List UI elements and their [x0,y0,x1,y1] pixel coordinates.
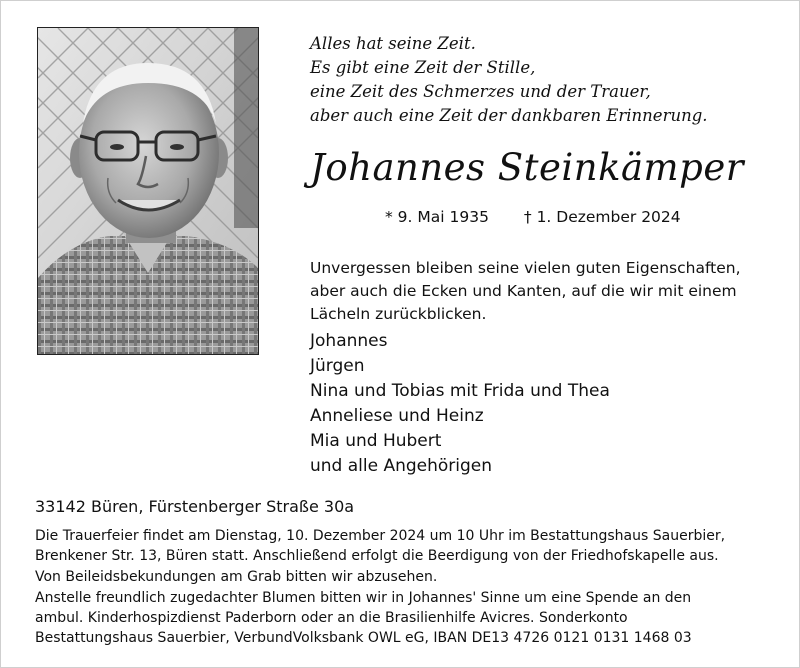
poem-line: Alles hat seine Zeit. [310,34,476,53]
mourner: Jürgen [310,356,365,376]
condolences-line: Von Beileidsbekundungen am Grab bitten wir abzusehen. [35,569,438,585]
tribute-line: Lächeln zurückblicken. [310,305,487,323]
donation-line: Anstelle freundlich zugedachter Blumen bitten wir in Johannes' Sinne um eine Spende an den [35,590,692,606]
mourner: Johannes [310,331,388,351]
birth-date: * 9. Mai 1935 [385,208,489,226]
life-dates [385,208,681,226]
mourner: Mia und Hubert [310,431,442,451]
tribute-line: aber auch die Ecken und Kanten, auf die wir mit einem [310,282,737,300]
funeral-line: Die Trauerfeier findet am Dienstag, 10. Dezember 2024 um 10 Uhr im Bestattungshaus Sauerbier, [35,528,726,544]
donation-line: ambul. Kinderhospizdienst Paderborn oder an die Brasilienhilfe Avicres. Sonderkonto [35,610,628,626]
funeral-notice [35,526,775,648]
family-address: 33142 Büren, Fürstenberger Straße 30a [35,497,355,516]
mourner: Anneliese und Heinz [310,406,484,426]
poem [310,32,780,128]
poem-line: aber auch eine Zeit der dankbaren Erinnerung. [310,106,708,125]
mourner: und alle Angehörigen [310,456,493,476]
donation-line: Bestattungshaus Sauerbier, VerbundVolksbank OWL eG, IBAN DE13 4726 0121 0131 1468 03 [35,630,692,646]
mourner: Nina und Tobias mit Frida und Thea [310,381,610,401]
poem-line: Es gibt eine Zeit der Stille, [310,58,536,77]
poem-line: eine Zeit des Schmerzes und der Trauer, [310,82,651,101]
portrait-photo [37,27,259,355]
deceased-name: Johannes Steinkämper [310,146,744,189]
tribute-text [310,257,780,326]
funeral-line: Brenkener Str. 13, Büren statt. Anschließend erfolgt die Beerdigung von der Friedhofskapelle aus. [35,548,719,564]
tribute-line: Unvergessen bleiben seine vielen guten Eigenschaften, [310,259,741,277]
mourners-list [310,329,610,479]
death-date: † 1. Dezember 2024 [523,208,681,226]
